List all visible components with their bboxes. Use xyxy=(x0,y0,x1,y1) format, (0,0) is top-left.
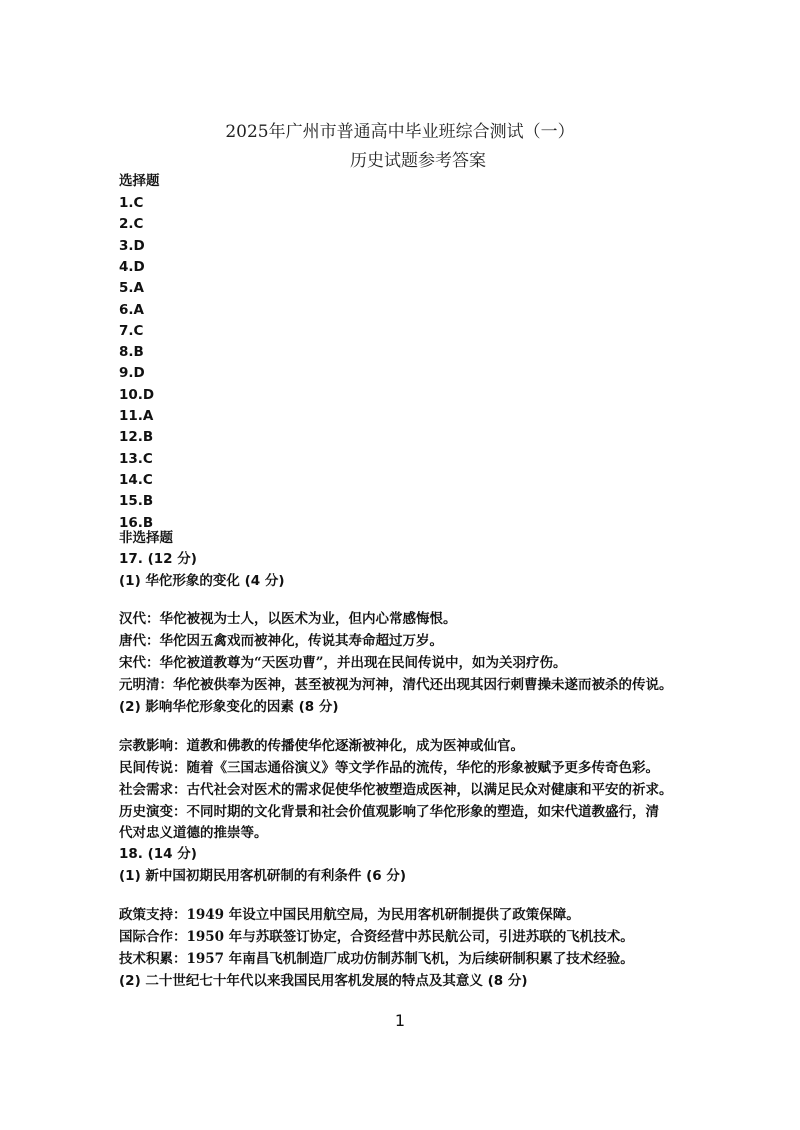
answer-line: 汉代：华佗被视为士人，以医术为业，但内心常感悔恨。 xyxy=(119,611,457,627)
answer-item: 2.C xyxy=(119,216,144,233)
answer-item: 15.B xyxy=(119,493,154,510)
nonchoice-heading: 非选择题 xyxy=(119,530,173,546)
question-17-part2-heading: (2) 影响华佗形象变化的因素 (8 分) xyxy=(119,699,339,715)
answer-item: 16.B xyxy=(119,514,154,531)
answer-line: 政策支持：1949 年设立中国民用航空局，为民用客机研制提供了政策保障。 xyxy=(119,907,580,923)
choice-heading: 选择题 xyxy=(119,173,160,189)
answer-line: 技术积累：1957 年南昌飞机制造厂成功仿制苏制飞机，为后续研制积累了技术经验。 xyxy=(119,951,634,967)
answer-line: 宗教影响：道教和佛教的传播使华佗逐渐被神化，成为医神或仙官。 xyxy=(119,738,524,754)
answer-item: 8.B xyxy=(119,344,144,361)
answer-item: 13.C xyxy=(119,450,153,467)
answer-item: 11.A xyxy=(119,408,154,424)
answer-line: 宋代：华佗被道教尊为“天医功曹”，并出现在民间传说中，如为关羽疗伤。 xyxy=(119,655,567,671)
question-18-part2-heading: (2) 二十世纪七十年代以来我国民用客机发展的特点及其意义 (8 分) xyxy=(119,973,528,989)
answer-item: 12.B xyxy=(119,429,154,446)
answer-line: 民间传说：随着《三国志通俗演义》等文学作品的流传，华佗的形象被赋予更多传奇色彩。 xyxy=(119,760,659,776)
answer-line: 代对忠义道德的推崇等。 xyxy=(119,825,268,841)
answer-item: 6.A xyxy=(119,301,144,318)
answer-item: 9.D xyxy=(119,365,145,382)
question-18-label: 18. (14 分) xyxy=(119,846,197,862)
document-title: 2025年广州市普通高中毕业班综合测试（一） xyxy=(225,122,575,142)
page-number: 1 xyxy=(394,1011,406,1030)
answer-line: 唐代：华佗因五禽戏而被神化，传说其寿命超过万岁。 xyxy=(119,633,443,649)
answer-line: 社会需求：古代社会对医术的需求促使华佗被塑造成医神，以满足民众对健康和平安的祈求。 xyxy=(119,782,673,798)
answer-item: 10.D xyxy=(119,386,155,403)
answer-line: 历史演变：不同时期的文化背景和社会价值观影响了华佗形象的塑造，如宋代道教盛行，清 xyxy=(119,804,659,820)
question-17-part1-heading: (1) 华佗形象的变化 (4 分) xyxy=(119,573,285,589)
answer-line: 国际合作：1950 年与苏联签订协定，合资经营中苏民航公司，引进苏联的飞机技术。 xyxy=(119,929,634,945)
answer-item: 1.C xyxy=(119,195,144,211)
question-18-part1-heading: (1) 新中国初期民用客机研制的有利条件 (6 分) xyxy=(119,868,407,884)
answer-item: 5.A xyxy=(119,280,144,297)
question-17-label: 17. (12 分) xyxy=(119,551,197,567)
answer-item: 3.D xyxy=(119,237,145,254)
document-subtitle: 历史试题参考答案 xyxy=(350,151,486,171)
answer-item: 14.C xyxy=(119,471,153,488)
answer-item: 4.D xyxy=(119,258,145,275)
answer-item: 7.C xyxy=(119,322,144,339)
answer-line: 元明清：华佗被供奉为医神，甚至被视为河神，清代还出现其因行刺曹操未遂而被杀的传说。 xyxy=(119,677,673,693)
